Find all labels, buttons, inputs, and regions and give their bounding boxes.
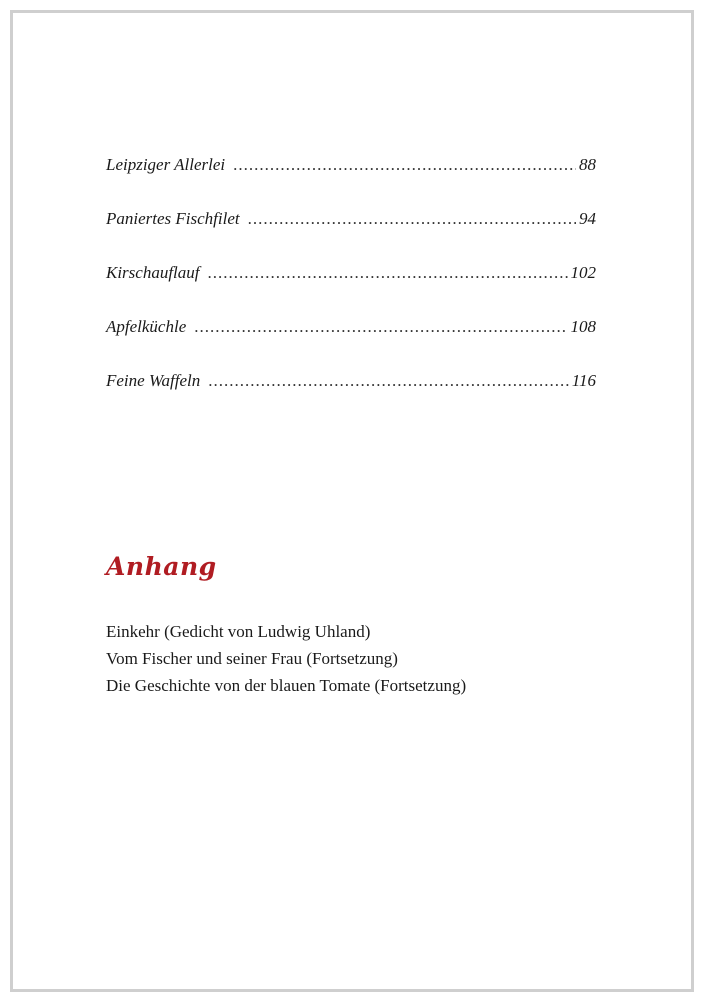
toc-dot-leader: [208, 371, 568, 391]
toc-entry[interactable]: [106, 263, 596, 317]
toc-entry[interactable]: [106, 317, 596, 371]
section-heading-appendix: Anhang: [106, 552, 217, 581]
toc-entry-title: Apfelküchle: [106, 317, 187, 336]
appendix-item[interactable]: Einkehr (Gedicht von Ludwig Uhland): [106, 622, 371, 641]
appendix-item[interactable]: Die Geschichte von der blauen Tomate (Fortsetzung): [106, 676, 467, 695]
toc-dot-leader: [194, 317, 567, 337]
toc-entry[interactable]: [106, 371, 596, 425]
toc-dot-leader: [208, 263, 568, 283]
toc-entry-page: 94: [579, 209, 596, 228]
toc-entry[interactable]: [106, 155, 596, 209]
toc-entry-page: 108: [570, 317, 596, 336]
toc-dot-leader: [233, 155, 576, 175]
table-of-contents: [106, 155, 596, 425]
toc-entry-title: Leipziger Allerlei: [106, 155, 226, 174]
toc-entry-page: 102: [570, 263, 596, 282]
toc-entry-title: Paniertes Fischfilet: [106, 209, 240, 228]
toc-entry-title: Feine Waffeln: [106, 371, 201, 390]
appendix-list: [106, 618, 466, 699]
toc-entry-title: Kirschauflauf: [106, 263, 200, 282]
toc-entry[interactable]: [106, 209, 596, 263]
toc-dot-leader: [248, 209, 576, 229]
appendix-item[interactable]: Vom Fischer und seiner Frau (Fortsetzung): [106, 649, 398, 668]
toc-entry-page: 88: [579, 155, 596, 174]
toc-entry-page: 116: [571, 371, 596, 390]
